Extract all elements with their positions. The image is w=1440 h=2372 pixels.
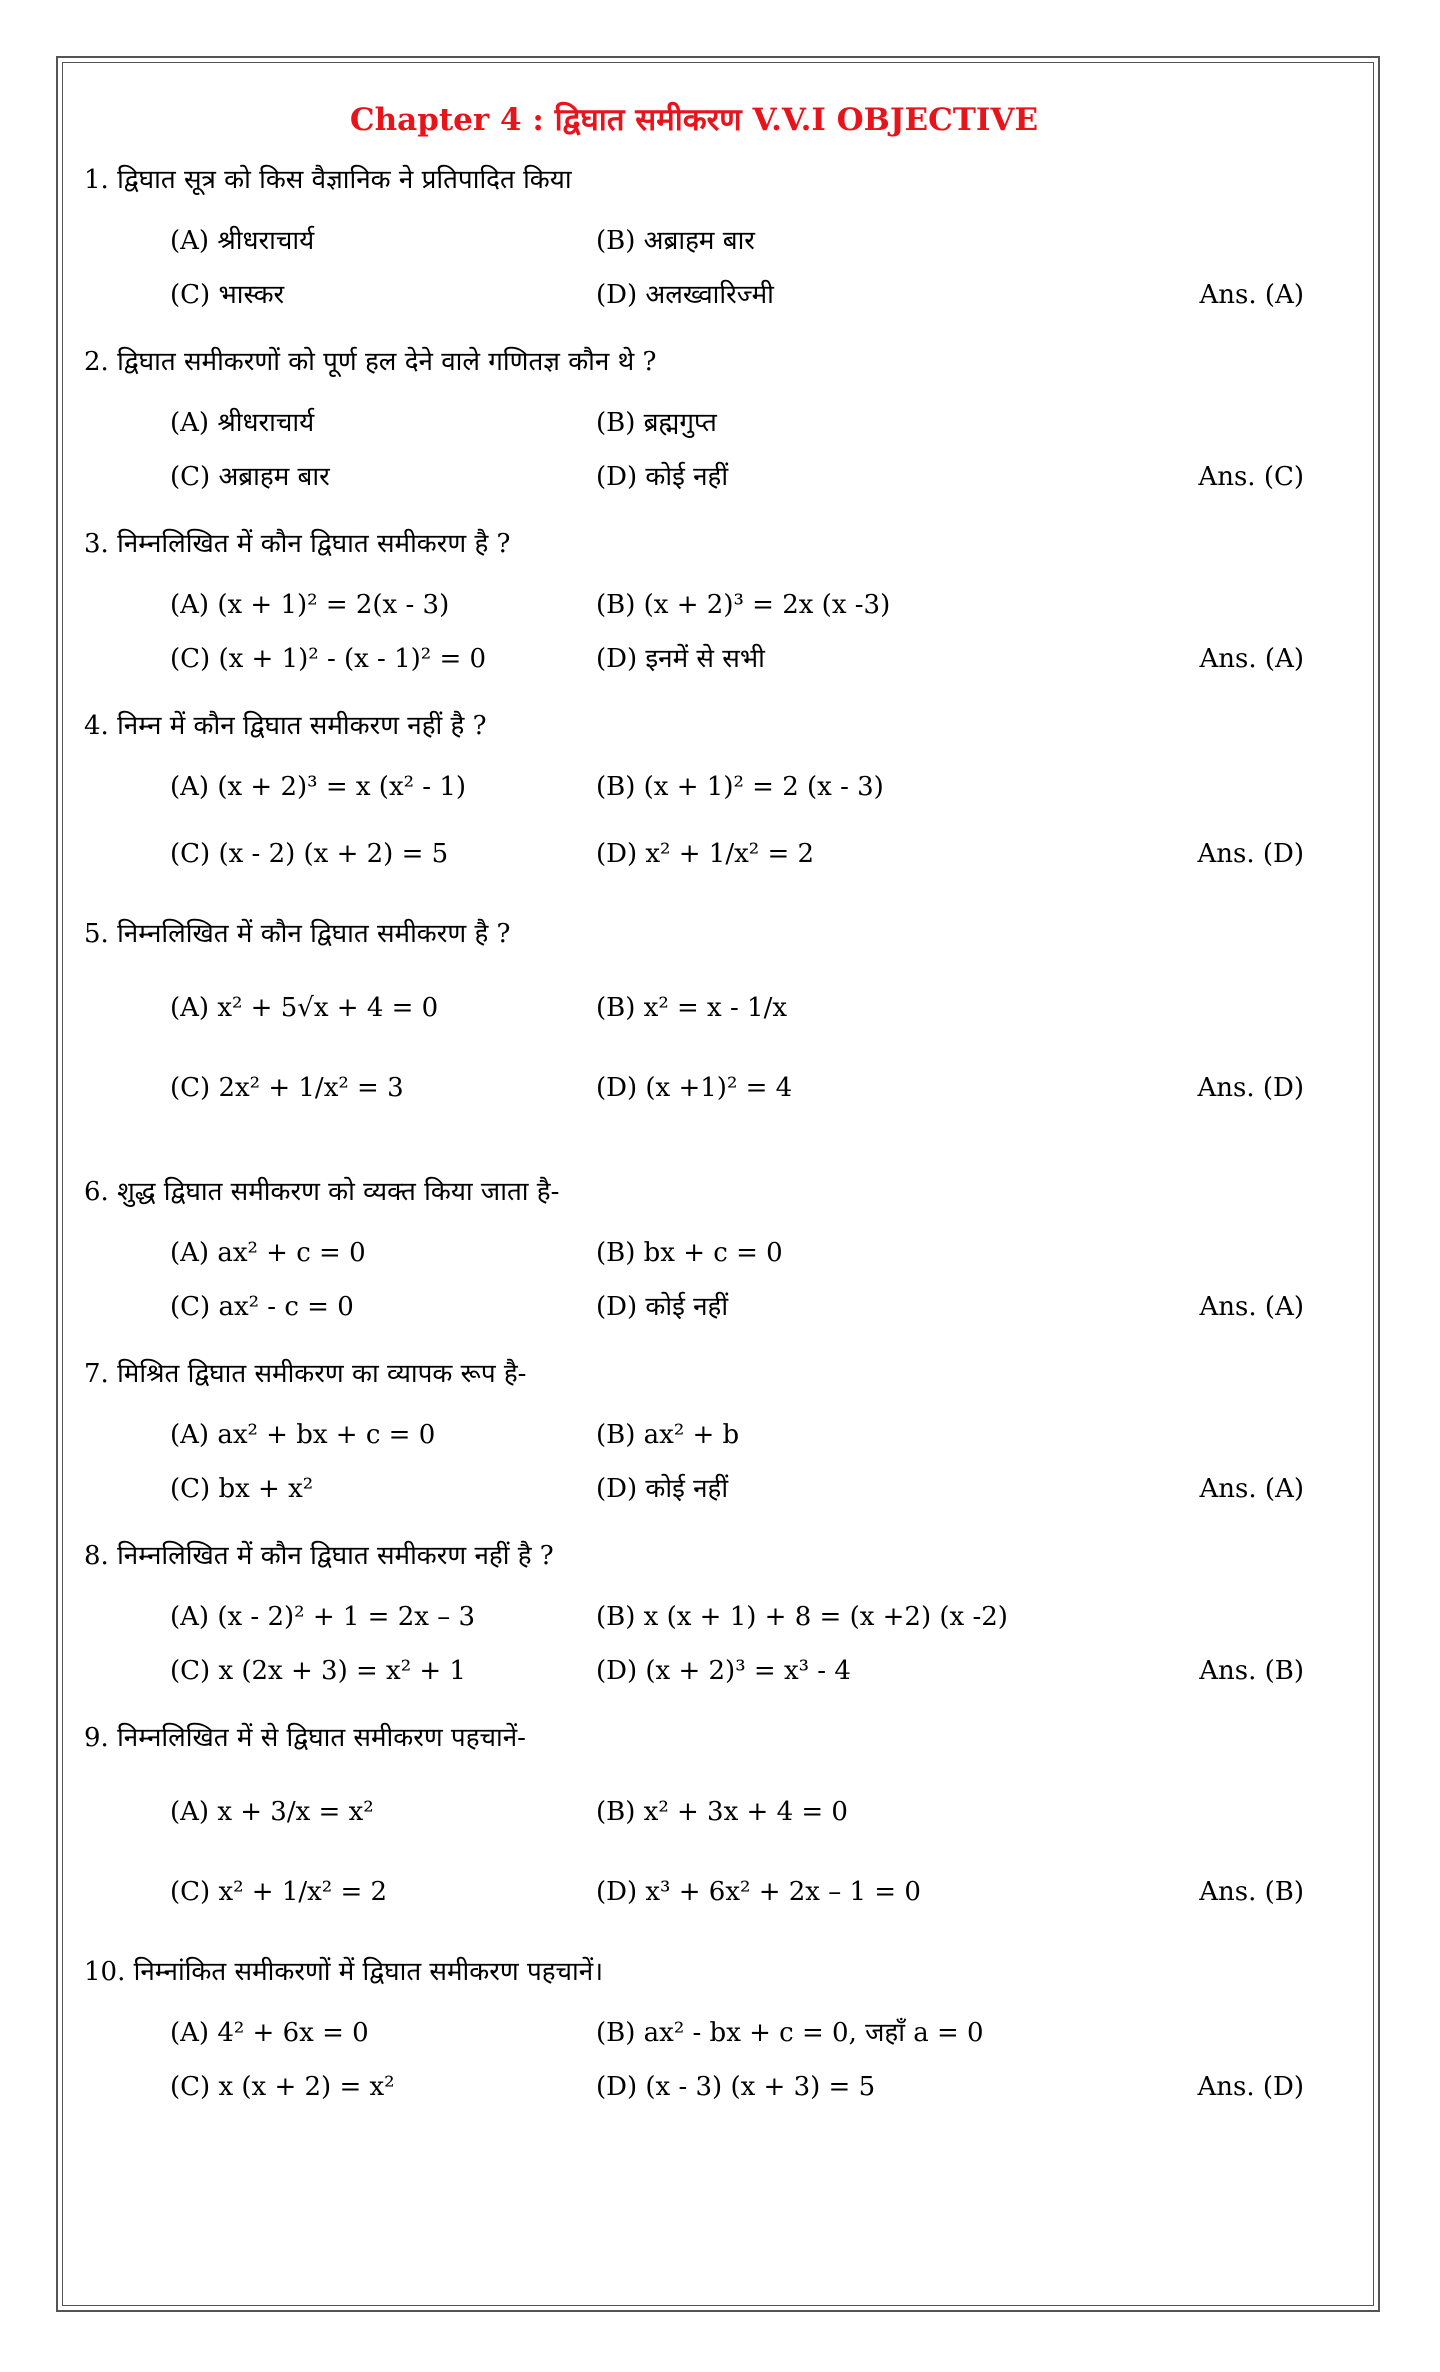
question-text: 6. शुद्ध द्विघात समीकरण को व्यक्त किया जाता है- [84, 1177, 560, 1207]
option-b: (B) (x + 2)³ = 2x (x -3) [596, 590, 891, 620]
question-1 [84, 162, 1304, 344]
option-row [170, 1772, 1304, 1852]
option-a: (A) x + 3/x = x² [170, 1797, 374, 1827]
option-b: (B) x² = x - 1/x [596, 993, 788, 1023]
question-5 [84, 916, 1304, 1174]
option-d: (D) कोई नहीं [596, 1474, 729, 1504]
option-row [170, 1590, 1304, 1644]
option-c: (C) ax² - c = 0 [170, 1292, 354, 1322]
option-row [170, 760, 1304, 814]
question-8 [84, 1538, 1304, 1720]
option-row [170, 2006, 1304, 2060]
option-c: (C) x (2x + 3) = x² + 1 [170, 1656, 466, 1686]
question-text: 10. निम्नांकित समीकरणों में द्विघात समीकरण पहचानें। [84, 1957, 604, 1987]
option-d: (D) कोई नहीं [596, 462, 729, 492]
option-d: (D) (x +1)² = 4 [596, 1073, 793, 1103]
question-text: 5. निम्नलिखित में कौन द्विघात समीकरण है ? [84, 919, 511, 949]
answer: Ans. (D) [1197, 1073, 1304, 1103]
option-row [170, 214, 1304, 268]
answer: Ans. (D) [1197, 839, 1304, 869]
option-a: (A) ax² + c = 0 [170, 1238, 366, 1268]
option-row [170, 968, 1304, 1048]
question-text: 2. द्विघात समीकरणों को पूर्ण हल देने वाले गणितज्ञ कौन थे ? [84, 347, 657, 377]
option-row [170, 1226, 1304, 1280]
question-2 [84, 344, 1304, 526]
option-a: (A) (x + 1)² = 2(x - 3) [170, 590, 450, 620]
option-c: (C) 2x² + 1/x² = 3 [170, 1073, 404, 1103]
option-b: (B) ax² - bx + c = 0, जहाँ a = 0 [596, 2018, 984, 2048]
option-b: (B) (x + 1)² = 2 (x - 3) [596, 772, 884, 802]
option-a: (A) श्रीधराचार्य [170, 226, 315, 256]
option-b: (B) अब्राहम बार [596, 226, 755, 256]
option-c: (C) x (x + 2) = x² [170, 2072, 395, 2102]
option-a: (A) 4² + 6x = 0 [170, 2018, 369, 2048]
option-row [170, 1644, 1304, 1698]
question-9 [84, 1720, 1304, 1954]
option-d: (D) कोई नहीं [596, 1292, 729, 1322]
question-10 [84, 1954, 1304, 2114]
answer: Ans. (B) [1199, 1656, 1304, 1686]
option-b: (B) bx + c = 0 [596, 1238, 783, 1268]
option-row [170, 814, 1304, 894]
question-4 [84, 708, 1304, 916]
option-d: (D) इनमें से सभी [596, 644, 765, 674]
option-c: (C) x² + 1/x² = 2 [170, 1877, 388, 1907]
option-row [170, 450, 1304, 504]
option-row [170, 268, 1304, 322]
question-6 [84, 1174, 1304, 1356]
option-b: (B) ब्रह्मगुप्त [596, 408, 717, 438]
answer: Ans. (A) [1199, 1292, 1304, 1322]
option-row [170, 396, 1304, 450]
answer: Ans. (C) [1198, 462, 1304, 492]
option-c: (C) भास्कर [170, 280, 285, 310]
option-c: (C) (x - 2) (x + 2) = 5 [170, 839, 449, 869]
option-b: (B) ax² + b [596, 1420, 740, 1450]
answer: Ans. (A) [1199, 1474, 1304, 1504]
option-row [170, 1048, 1304, 1128]
option-b: (B) x² + 3x + 4 = 0 [596, 1797, 848, 1827]
answer: Ans. (B) [1199, 1877, 1304, 1907]
chapter-title: Chapter 4 : द्विघात समीकरण V.V.I OBJECTIVE [349, 102, 1039, 138]
question-text: 9. निम्नलिखित में से द्विघात समीकरण पहचानें- [84, 1723, 526, 1753]
worksheet [84, 100, 1304, 2114]
option-a: (A) (x - 2)² + 1 = 2x – 3 [170, 1602, 476, 1632]
option-row [170, 632, 1304, 686]
option-d: (D) (x + 2)³ = x³ - 4 [596, 1656, 851, 1686]
option-d: (D) x² + 1/x² = 2 [596, 839, 815, 869]
option-row [170, 1280, 1304, 1334]
answer: Ans. (D) [1197, 2072, 1304, 2102]
option-row [170, 1852, 1304, 1932]
option-row [170, 578, 1304, 632]
question-7 [84, 1356, 1304, 1538]
question-text: 1. द्विघात सूत्र को किस वैज्ञानिक ने प्रतिपादित किया [84, 165, 572, 195]
option-d: (D) x³ + 6x² + 2x – 1 = 0 [596, 1877, 921, 1907]
question-3 [84, 526, 1304, 708]
question-text: 3. निम्नलिखित में कौन द्विघात समीकरण है ? [84, 529, 511, 559]
option-d: (D) (x - 3) (x + 3) = 5 [596, 2072, 876, 2102]
option-d: (D) अलख्वारिज्मी [596, 280, 774, 310]
option-a: (A) (x + 2)³ = x (x² - 1) [170, 772, 467, 802]
option-row [170, 1408, 1304, 1462]
question-text: 7. मिश्रित द्विघात समीकरण का व्यापक रूप है- [84, 1359, 527, 1389]
answer: Ans. (A) [1199, 644, 1304, 674]
option-row [170, 1462, 1304, 1516]
option-b: (B) x (x + 1) + 8 = (x +2) (x -2) [596, 1602, 1008, 1632]
answer: Ans. (A) [1199, 280, 1304, 310]
option-a: (A) ax² + bx + c = 0 [170, 1420, 436, 1450]
option-a: (A) श्रीधराचार्य [170, 408, 315, 438]
question-list [84, 162, 1304, 2114]
question-text: 8. निम्नलिखित में कौन द्विघात समीकरण नहीं है ? [84, 1541, 554, 1571]
option-row [170, 2060, 1304, 2114]
option-c: (C) bx + x² [170, 1474, 314, 1504]
option-c: (C) अब्राहम बार [170, 462, 330, 492]
option-a: (A) x² + 5√x + 4 = 0 [170, 993, 439, 1023]
question-text: 4. निम्न में कौन द्विघात समीकरण नहीं है ? [84, 711, 487, 741]
option-c: (C) (x + 1)² - (x - 1)² = 0 [170, 644, 487, 674]
